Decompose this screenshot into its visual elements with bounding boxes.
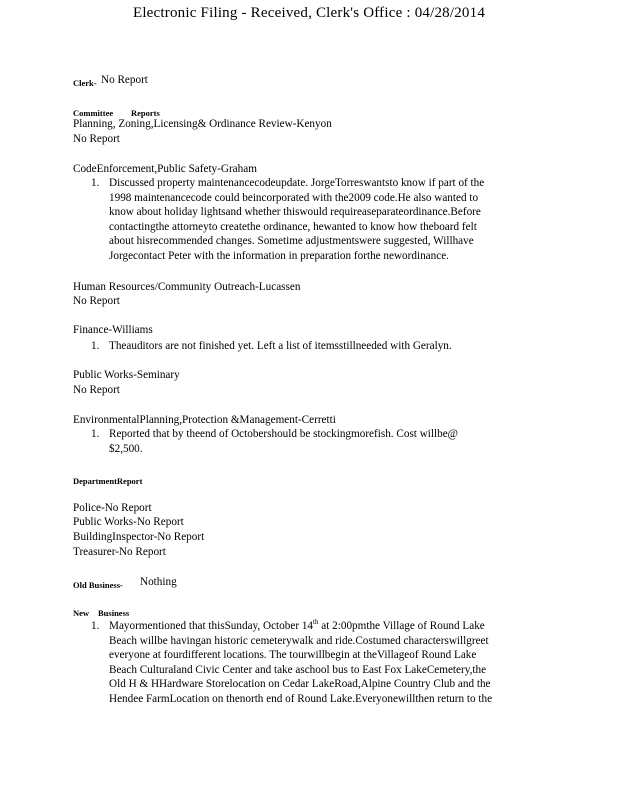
business-heading: Business	[98, 608, 130, 618]
item-line: Jorgecontact Peter with the information in preparation forthe newordinance.	[109, 249, 449, 262]
item-line-end: at 2:00pmthe Village of Round Lake	[318, 620, 485, 632]
item-text	[109, 339, 529, 354]
department-report-heading: DepartmentReport	[73, 476, 143, 486]
item-line: $2,500.	[109, 442, 143, 455]
item-number: 1.	[91, 340, 100, 352]
filing-stamp-header: Electronic Filing - Received, Clerk's Office : 04/28/2014	[132, 5, 486, 21]
planning-status: No Report	[73, 133, 120, 145]
item-number: 1.	[91, 428, 100, 440]
item-line: contactingthe attorneyto createthe ordinance, hewanted to know how theboard felt	[109, 220, 477, 233]
item-line	[109, 619, 529, 634]
item-line: Beach willbe havingan historic cemeterywalk and ride.Costumed characterswillgreet	[109, 634, 489, 647]
item-line: about hisrecommended changes. Sometime adjustmentswere suggested, Willhave	[109, 235, 474, 248]
clerk-status: No Report	[101, 74, 148, 86]
environmental-line: EnvironmentalPlanning,Protection &Management-Cerretti	[73, 414, 336, 426]
code-enforcement-item	[73, 176, 533, 266]
treasurer-line: Treasurer-No Report	[73, 546, 166, 558]
item-number: 1.	[91, 177, 100, 189]
item-number: 1.	[91, 620, 100, 632]
police-line: Police-No Report	[73, 502, 152, 514]
new-heading: New	[73, 608, 90, 618]
item-text	[109, 176, 529, 264]
item-line: Reported that by theend of Octobershould be stockingmorefish. Cost willbe@	[109, 428, 458, 440]
item-line: know about holiday lightsand whether thiswould requireaseparateordinance.Before	[109, 206, 481, 219]
reports-heading: Reports	[131, 108, 160, 118]
item-text	[109, 619, 529, 707]
committee-heading: Committee	[73, 108, 114, 118]
old-business-heading: Old Business-	[73, 580, 123, 590]
item-line: Theauditors are not finished yet. Left a list of itemsstillneeded with Geralyn.	[109, 340, 452, 352]
public-works-line: Public Works-Seminary	[73, 369, 180, 381]
public-works-dept-line: Public Works-No Report	[73, 516, 184, 528]
item-line-start: Mayormentioned that thisSunday, October 14	[109, 620, 314, 632]
item-line: Beach Culturaland Civic Center and take aschool bus to East Fox LakeCemetery,the	[109, 663, 487, 676]
building-inspector-line: BuildingInspector-No Report	[73, 531, 205, 543]
human-resources-status: No Report	[73, 295, 120, 307]
item-line: 1998 maintenancecode could beincorporated with the2009 code.He also wanted to	[109, 191, 479, 204]
code-enforcement-line: CodeEnforcement,Public Safety-Graham	[73, 163, 257, 175]
old-business-status: Nothing	[140, 576, 177, 588]
new-business-item	[73, 619, 533, 709]
public-works-status: No Report	[73, 384, 120, 396]
finance-item	[73, 339, 533, 355]
ordinal-suffix: th	[313, 618, 319, 626]
item-text	[109, 427, 529, 456]
clerk-heading: Clerk-	[73, 78, 97, 88]
item-line: Discussed property maintenancecodeupdate. JorgeTorreswantsto know if part of the	[109, 177, 485, 189]
finance-line: Finance-Williams	[73, 324, 153, 336]
item-line: Hendee FarmLocation on thenorth end of Round Lake.Everyonewillthen return to the	[109, 692, 493, 705]
item-line: Old H & HHardware Storelocation on Cedar LakeRoad,Alpine Country Club and the	[109, 678, 491, 691]
environmental-item	[73, 427, 533, 459]
planning-line: Planning, Zoning,Licensing& Ordinance Review-Kenyon	[73, 118, 332, 130]
human-resources-line: Human Resources/Community Outreach-Lucassen	[73, 281, 301, 293]
item-line: everyone at fourdifferent locations. The tourwillbegin at theVillageof Round Lake	[109, 649, 477, 662]
